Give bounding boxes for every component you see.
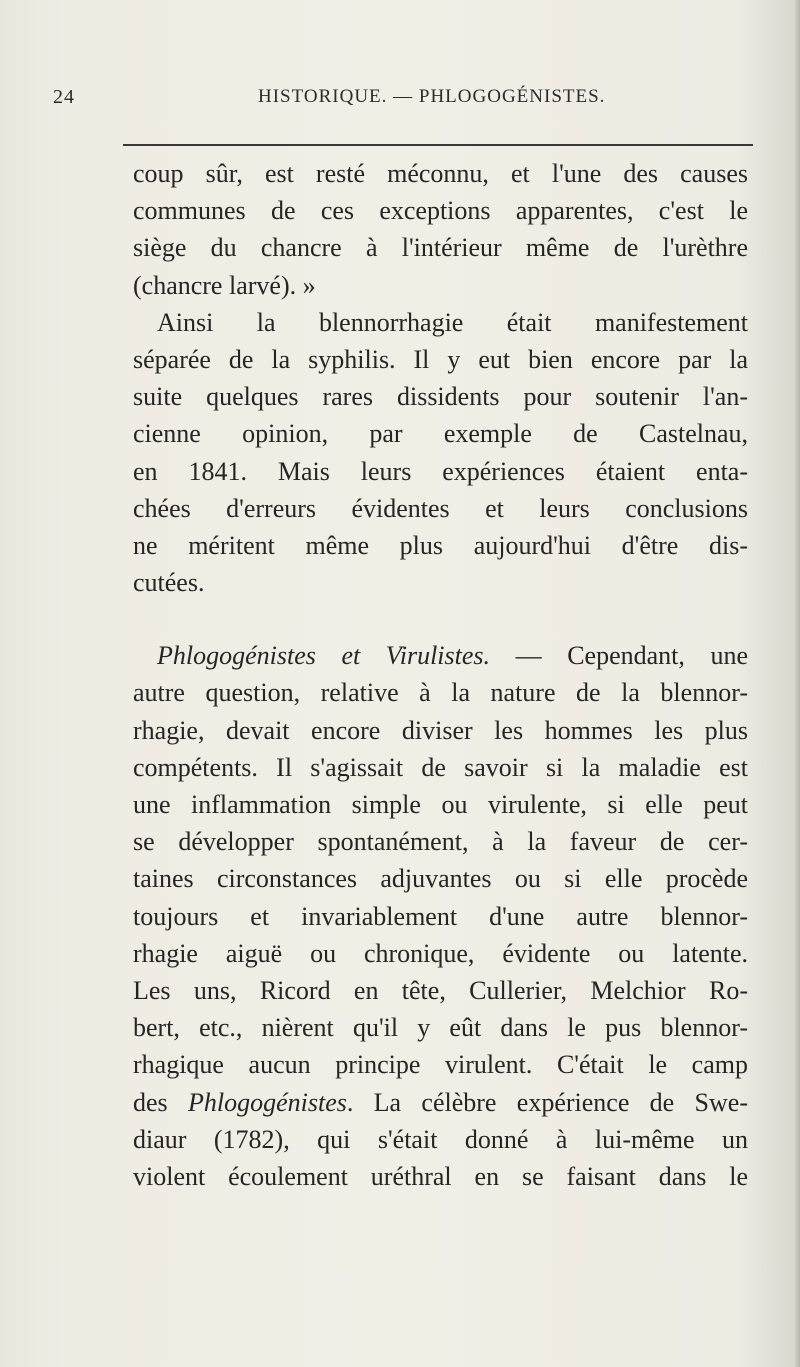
text-line: ne méritent même plus aujourd'hui d'être dis- — [133, 530, 748, 560]
page-edge — [794, 0, 800, 1367]
text-line: séparée de la syphilis. Il y eut bien encore par la — [133, 344, 748, 374]
text-line: rhagique aucun principe virulent. C'était le camp — [133, 1050, 748, 1080]
text-line: taines circonstances adjuvantes ou si elle procède — [133, 864, 748, 894]
body-text — [133, 155, 748, 1195]
section-heading: Phlogogénistes et Virulistes. — [157, 641, 491, 671]
page-number: 24 — [53, 86, 75, 108]
paragraph-gap — [133, 601, 748, 637]
text-line: Les uns, Ricord en tête, Cullerier, Melchior Ro- — [133, 975, 748, 1005]
text-line: une inflammation simple ou virulente, si elle peut — [133, 790, 748, 819]
text-line: violent écoulement uréthral en se faisant dans le — [133, 1161, 748, 1191]
section-first-line — [133, 637, 748, 674]
text-line: cutées. — [133, 568, 205, 598]
text-line: suite quelques rares dissidents pour soutenir l'an- — [133, 382, 748, 412]
text-line: se développer spontanément, à la faveur de cer- — [133, 827, 748, 857]
text-line: (chancre larvé). » — [133, 270, 316, 300]
section-first-line-text: — Cependant, une — [490, 641, 748, 671]
text-line: diaur (1782), qui s'était donné à lui-même un — [133, 1124, 748, 1154]
text-line: bert, etc., nièrent qu'il y eût dans le pus blennor- — [133, 1013, 748, 1043]
text-line: communes de ces exceptions apparentes, c'est le — [133, 196, 748, 226]
text-line: en 1841. Mais leurs expériences étaient enta- — [133, 456, 748, 486]
text-line: toujours et invariablement d'une autre blennor- — [133, 901, 748, 931]
running-head — [53, 86, 753, 116]
text-line — [133, 1084, 748, 1121]
text-line: cienne opinion, par exemple de Castelnau, — [133, 419, 748, 449]
text-line: rhagie, devait encore diviser les hommes les plus — [133, 715, 748, 745]
running-title: HISTORIQUE. — PHLOGOGÉNISTES. — [258, 86, 606, 107]
camp-name: Phlogogénistes — [187, 1087, 347, 1117]
camp-prefix: des — [133, 1087, 188, 1117]
text-line: autre question, relative à la nature de la blennor- — [133, 678, 748, 708]
text-line: coup sûr, est resté méconnu, et l'une des causes — [133, 159, 748, 188]
camp-suffix: . La célèbre expérience de Swe- — [346, 1087, 748, 1117]
text-line: rhagie aiguë ou chronique, évidente ou latente. — [133, 938, 748, 968]
text-line: Ainsi la blennorrhagie était manifestement — [157, 307, 748, 337]
text-line: chées d'erreurs évidentes et leurs conclusions — [133, 493, 748, 523]
header-rule — [123, 144, 753, 146]
text-line: siège du chancre à l'intérieur même de l'urèthre — [133, 233, 748, 263]
text-line: compétents. Il s'agissait de savoir si la maladie est — [133, 752, 748, 782]
